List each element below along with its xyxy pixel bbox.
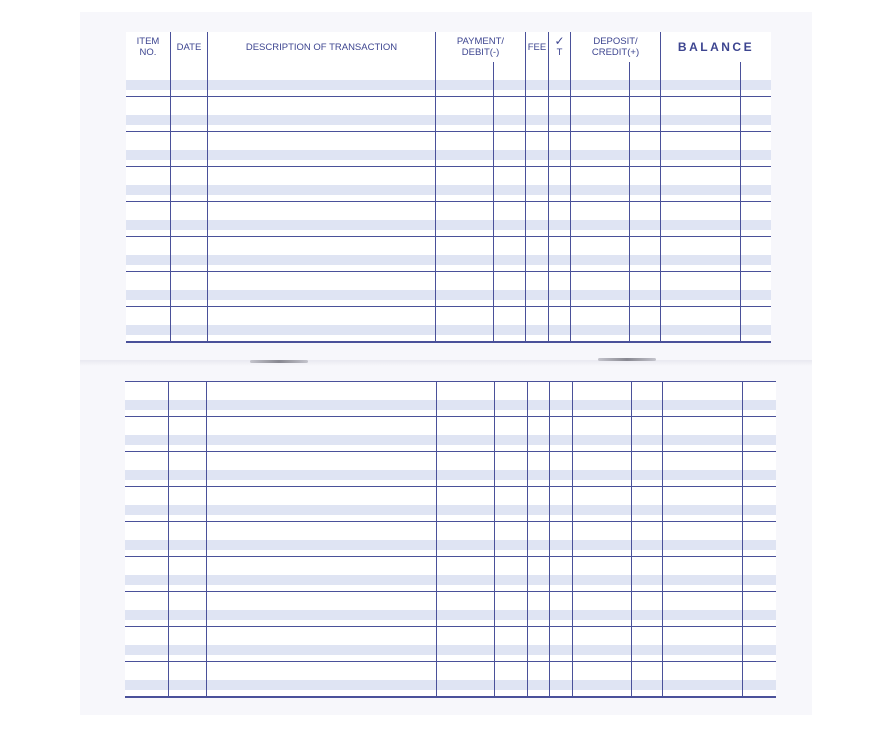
header-deposit <box>571 32 660 62</box>
header-date-label: DATE <box>176 41 202 53</box>
check-mark-icon: ✓ <box>554 34 565 48</box>
header-payment <box>436 32 525 62</box>
header-description-label: DESCRIPTION OF TRANSACTION <box>245 41 398 53</box>
header-balance <box>661 32 771 62</box>
header-item-no <box>126 32 170 62</box>
header-check-t: T <box>556 47 563 58</box>
staple-icon <box>250 360 308 363</box>
staple-icon <box>598 358 656 361</box>
page-fold <box>80 360 812 366</box>
header-payment-line1: PAYMENT/ <box>456 36 505 47</box>
register-bottom-section <box>125 381 776 698</box>
header-date <box>171 32 207 62</box>
header-fee <box>526 32 548 62</box>
header-description <box>208 32 435 62</box>
header-item-no-line2: NO. <box>139 47 157 58</box>
header-fee-label: FEE <box>527 41 547 53</box>
header-payment-line2: DEBIT(-) <box>461 47 500 58</box>
header-deposit-line2: CREDIT(+) <box>591 47 640 58</box>
header-check <box>549 32 570 62</box>
register-header <box>126 32 771 63</box>
header-item-no-line1: ITEM <box>136 36 160 47</box>
header-deposit-line1: DEPOSIT/ <box>593 36 638 47</box>
register-top-section <box>126 62 771 343</box>
header-balance-label: BALANCE <box>677 39 755 54</box>
